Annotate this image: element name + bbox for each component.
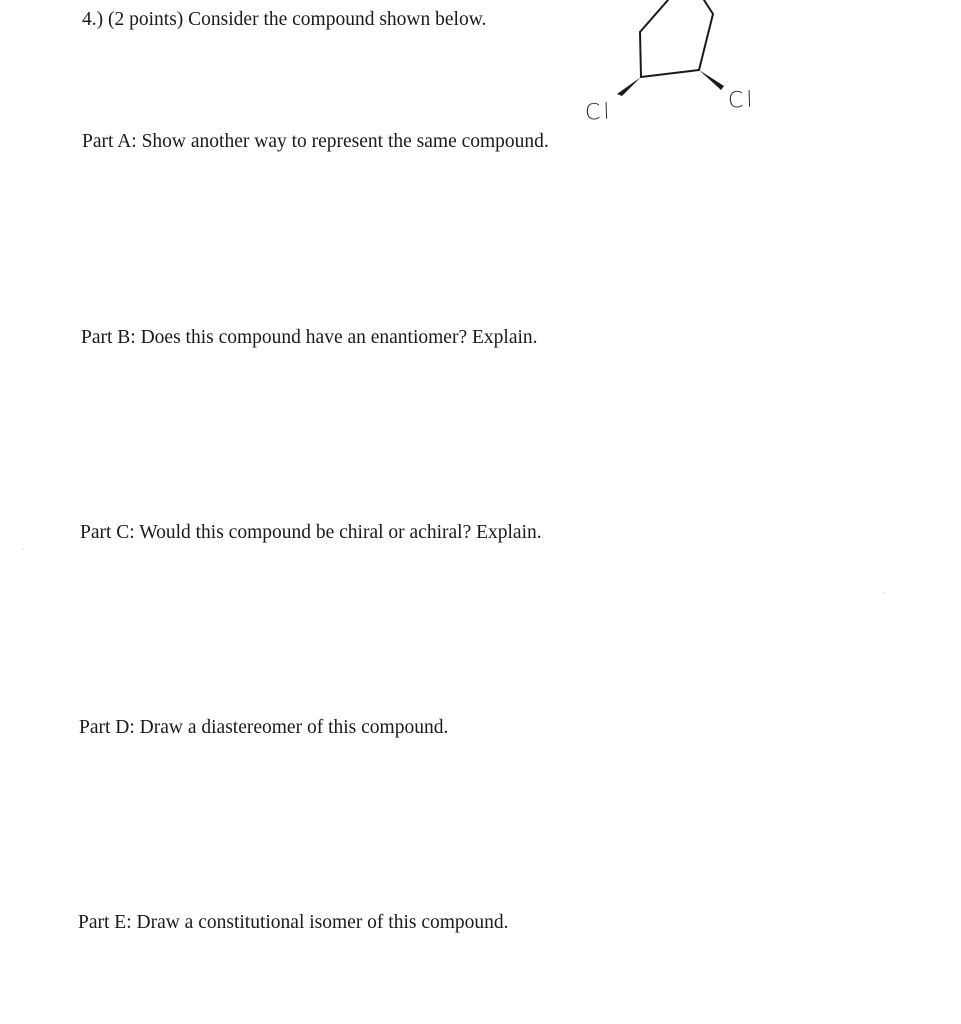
scan-speck (22, 548, 24, 550)
ring-bond-bottom (641, 70, 699, 77)
scan-speck (883, 592, 885, 594)
part-c-prompt: Part C: Would this compound be chiral or achiral? Explain. (80, 522, 542, 543)
ring-bond-upper-left (640, 0, 668, 32)
ring-bond-right (699, 14, 713, 70)
wedge-bond-right (699, 70, 724, 90)
chlorine-label-left: Cl (584, 99, 613, 126)
chlorine-label-right: Cl (727, 87, 756, 114)
question-title: 4.) (2 points) Consider the compound shown below. (82, 9, 487, 30)
ring-bond-left (640, 32, 641, 77)
part-a-prompt: Part A: Show another way to represent the same compound. (82, 131, 549, 152)
part-b-prompt: Part B: Does this compound have an enantiomer? Explain. (81, 327, 538, 348)
part-e-prompt: Part E: Draw a constitutional isomer of this compound. (78, 912, 509, 933)
ring-bond-upper-right (704, 0, 713, 14)
wedge-bond-left (617, 77, 641, 96)
part-d-prompt: Part D: Draw a diastereomer of this compound. (79, 717, 449, 738)
